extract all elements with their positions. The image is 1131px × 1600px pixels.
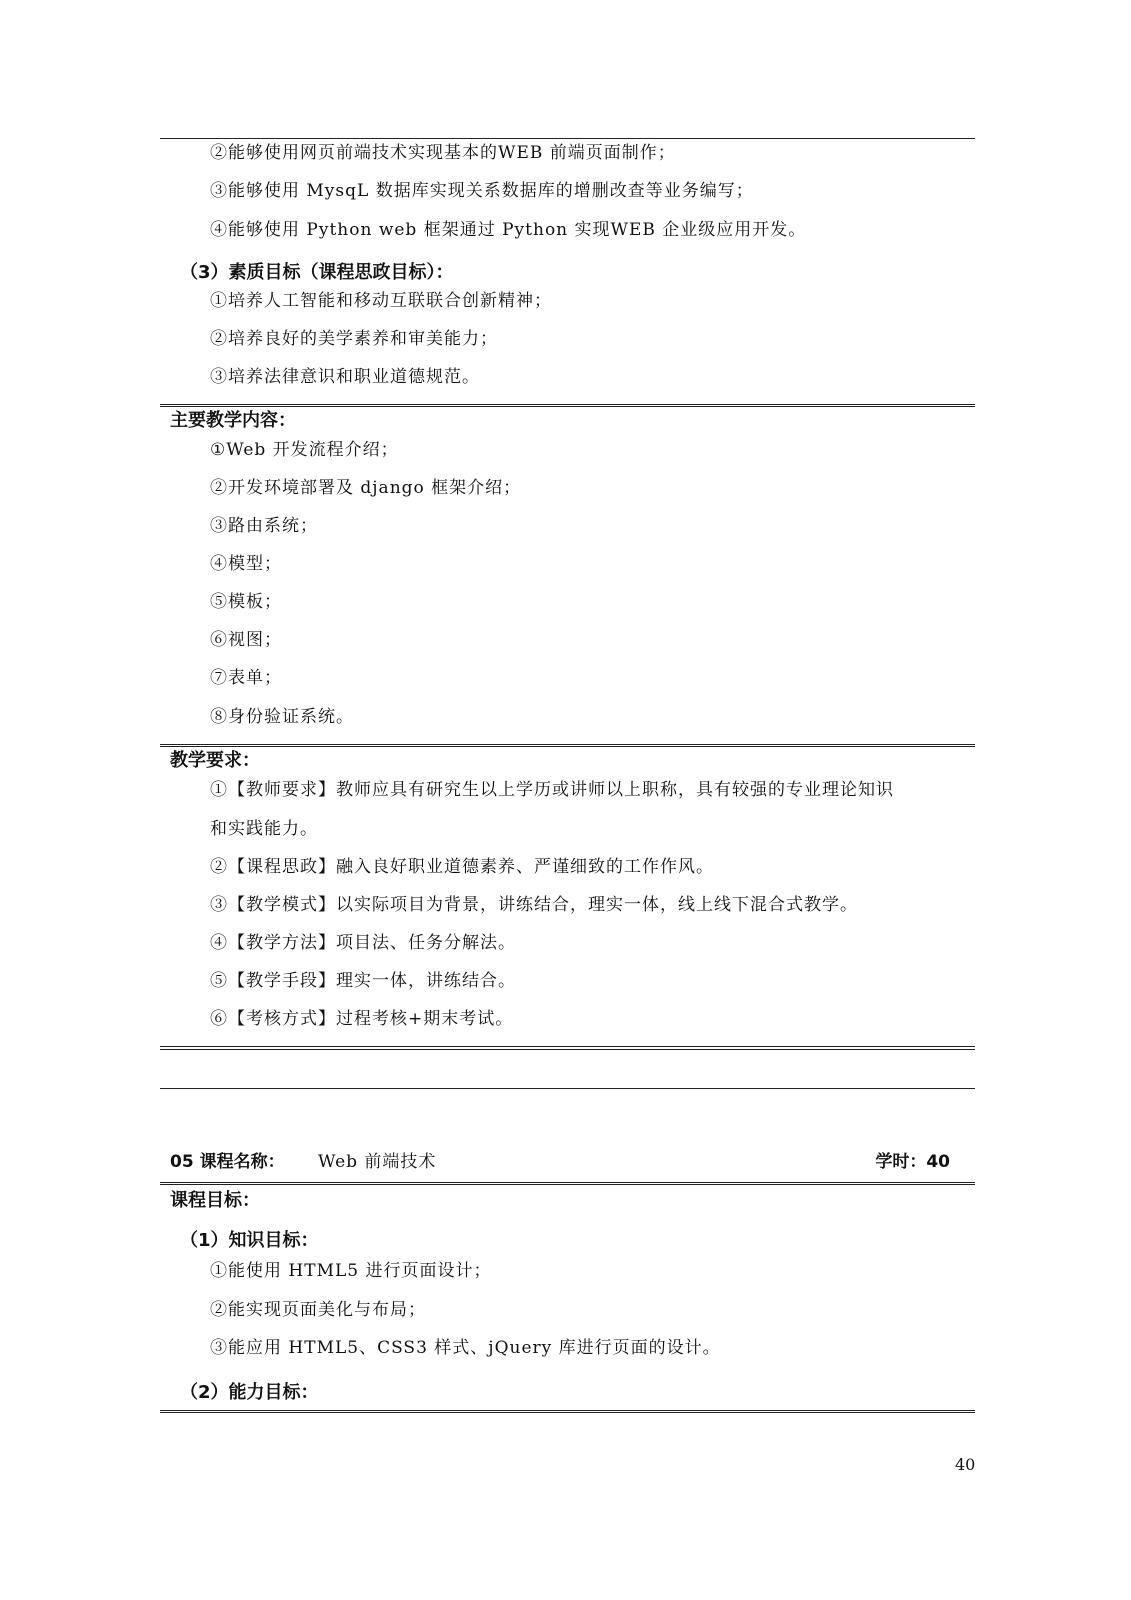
teaching-requirement-6: ⑥【考核方式】过程考核+期末考试。 [210,1009,514,1029]
main-content-item-4: ④模型； [210,554,282,574]
teaching-requirement-4: ④【教学方法】项目法、任务分解法。 [210,933,516,953]
main-content-item-6: ⑥视图； [210,630,282,650]
knowledge-goal-3: ③能应用 HTML5、CSS3 样式、jQuery 库进行页面的设计。 [210,1338,721,1358]
quality-goal-3: ③培养法律意识和职业道德规范。 [210,367,480,387]
teaching-requirement-3: ③【教学模式】以实际项目为背景，讲练结合，理实一体，线上线下混合式教学。 [210,895,858,915]
section-rule [160,1182,975,1188]
course-top-rule [160,1088,975,1089]
main-content-heading: 主要教学内容： [170,410,296,431]
ability-goals-heading: （2）能力目标： [180,1382,319,1403]
quality-goal-2: ②培养良好的美学素养和审美能力； [210,329,498,349]
main-content-item-2: ②开发环境部署及 django 框架介绍； [210,478,522,498]
main-content-item-7: ⑦表单； [210,668,282,688]
knowledge-goals-heading: （1）知识目标： [180,1230,319,1251]
top-rule [160,138,975,139]
ability-goal-2: ②能够使用网页前端技术实现基本的WEB 前端页面制作； [210,143,676,163]
ability-goal-3: ③能够使用 MysqL 数据库实现关系数据库的增删改查等业务编写； [210,181,754,201]
course-name: Web 前端技术 [318,1152,437,1172]
ability-goal-4: ④能够使用 Python web 框架通过 Python 实现WEB 企业级应用开发。 [210,220,807,240]
knowledge-goal-2: ②能实现页面美化与布局； [210,1300,426,1320]
teaching-requirement-1-cont: 和实践能力。 [210,819,318,839]
main-content-item-3: ③路由系统； [210,516,318,536]
page-number: 40 [955,1455,976,1474]
section-end-rule [160,1046,975,1050]
main-content-item-5: ⑤模板； [210,592,282,612]
teaching-requirement-2: ②【课程思政】融入良好职业道德素养、严谨细致的工作作风。 [210,857,714,877]
course-hours: 学时：40 [875,1152,950,1172]
main-content-item-8: ⑧身份验证系统。 [210,707,354,727]
section-rule [160,744,975,750]
bottom-rule [160,1410,975,1416]
course-number-label: 05 课程名称： [170,1152,285,1172]
course-goals-heading: 课程目标： [170,1190,260,1211]
course-header [170,1150,950,1174]
teaching-requirements-heading: 教学要求： [170,750,260,771]
main-content-item-1: ①Web 开发流程介绍； [210,440,399,460]
quality-goal-1: ①培养人工智能和移动互联联合创新精神； [210,291,552,311]
knowledge-goal-1: ①能使用 HTML5 进行页面设计； [210,1261,492,1281]
teaching-requirement-1: ①【教师要求】教师应具有研究生以上学历或讲师以上职称，具有较强的专业理论知识 [210,780,894,800]
quality-goals-heading: （3）素质目标（课程思政目标）： [180,262,454,283]
teaching-requirement-5: ⑤【教学手段】理实一体，讲练结合。 [210,971,516,991]
